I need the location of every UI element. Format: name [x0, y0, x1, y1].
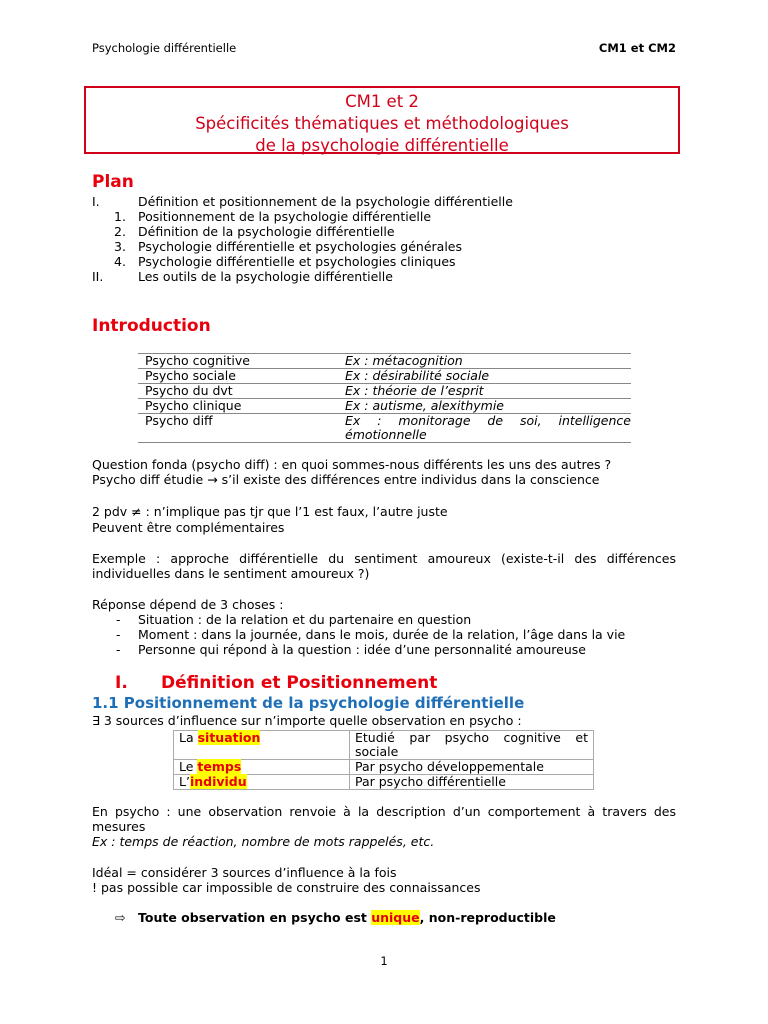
plan-item-number: 1. [114, 209, 126, 224]
plan-item [114, 239, 462, 254]
source-prefix: L’ [179, 774, 190, 789]
title-line-3: de la psychologie différentielle [255, 136, 509, 155]
table-cell-source [174, 731, 350, 760]
table-cell-example: Ex : autisme, alexithymie [345, 398, 504, 413]
table-cell-domain: Psycho cognitive [145, 353, 250, 368]
source-highlight: situation [197, 730, 261, 745]
plan-heading: Plan [92, 172, 134, 192]
section-1-number: I. [115, 673, 128, 693]
introduction-heading: Introduction [92, 316, 211, 336]
table-row [174, 775, 594, 790]
table-cell-domain: Psycho clinique [145, 398, 242, 413]
ideal-text: Idéal = considérer 3 sources d’influence à la fois [92, 865, 397, 880]
source-highlight: temps [197, 759, 242, 774]
source-prefix: Le [179, 759, 198, 774]
header-lecture-label: CM1 et CM2 [598, 41, 676, 55]
table-cell-example: Ex : théorie de l’esprit [345, 383, 484, 398]
table-cell-domain: Psycho diff [145, 413, 213, 428]
not-possible-text: ! pas possible car impossible de construire des connaissances [92, 880, 481, 895]
psycho-examples-table [138, 353, 631, 443]
table-cell-study: Par psycho différentielle [350, 775, 594, 790]
influence-sources-table [173, 730, 594, 790]
table-cell-study: Par psycho développementale [350, 760, 594, 775]
response-intro: Réponse dépend de 3 choses : [92, 597, 284, 612]
section-1-heading [115, 673, 437, 693]
fundamental-question: Question fonda (psycho diff) : en quoi sommes-nous différents les uns des autres ? [92, 457, 612, 472]
plan-item-number: 2. [114, 224, 126, 239]
section-1-title: Définition et Positionnement [161, 673, 438, 693]
plan-item-text: Définition de la psychologie différentielle [138, 224, 395, 239]
table-cell-domain: Psycho du dvt [145, 383, 233, 398]
plan-item-number: 3. [114, 239, 126, 254]
observation-line-1: En psycho : une observation renvoie à la description d’un comportement à travers des [92, 804, 676, 819]
plan-item-number: II. [92, 269, 104, 284]
source-highlight: individu [189, 774, 247, 789]
table-row [138, 369, 631, 384]
table-cell-source [174, 760, 350, 775]
conclusion-line [115, 910, 556, 925]
table-cell-study [350, 731, 594, 760]
observation-line-2: mesures [92, 819, 146, 834]
title-line-1: CM1 et 2 [345, 92, 419, 111]
arrow-icon: ⇨ [115, 910, 126, 925]
observation-example: Ex : temps de réaction, nombre de mots rappelés, etc. [92, 834, 435, 849]
source-prefix: La [179, 730, 198, 745]
bullet-dash: - [116, 642, 121, 657]
subsection-1-1-heading: 1.1 Positionnement de la psychologie différentielle [92, 694, 525, 712]
bullet-dash: - [116, 612, 121, 627]
example-line-1: Exemple : approche différentielle du sentiment amoureux (existe-t-il des différences [92, 551, 676, 566]
plan-item-text: Psychologie différentielle et psychologies générales [138, 239, 462, 254]
plan-item [114, 209, 431, 224]
table-row [138, 384, 631, 399]
plan-item [114, 254, 456, 269]
list-item [116, 642, 586, 657]
list-item-text: Moment : dans la journée, dans le mois, durée de la relation, l’âge dans la vie [138, 627, 626, 642]
table-row [138, 354, 631, 369]
plan-item [114, 224, 395, 239]
plan-list [92, 194, 692, 294]
influence-sources-intro: ∃ 3 sources d’influence sur n’importe quelle observation en psycho : [92, 713, 522, 728]
points-of-view-text: 2 pdv ≠ : n’implique pas tjr que l’1 est faux, l’autre juste [92, 504, 448, 519]
list-item [116, 627, 625, 642]
study-line-2: sociale [355, 744, 399, 759]
table-row [174, 731, 594, 760]
table-cell-domain: Psycho sociale [145, 368, 236, 383]
list-item [116, 612, 471, 627]
plan-item-text: Psychologie différentielle et psychologies cliniques [138, 254, 456, 269]
header-course-title: Psychologie différentielle [92, 41, 237, 55]
table-row [138, 414, 631, 443]
plan-item [92, 269, 393, 284]
conclusion-text-end: , non-reproductible [419, 910, 556, 925]
page-number: 1 [380, 954, 388, 968]
table-cell-source [174, 775, 350, 790]
study-line-1: Etudié par psycho cognitive et [355, 730, 588, 745]
title-box [84, 86, 680, 154]
bullet-dash: - [116, 627, 121, 642]
plan-item [92, 194, 513, 209]
plan-item-number: I. [92, 194, 100, 209]
list-item-text: Situation : de la relation et du partenaire en question [138, 612, 472, 627]
plan-item-text: Définition et positionnement de la psychologie différentielle [138, 194, 513, 209]
psycho-diff-study: Psycho diff étudie → s’il existe des différences entre individus dans la conscience [92, 472, 600, 487]
plan-item-number: 4. [114, 254, 126, 269]
complementary-text: Peuvent être complémentaires [92, 520, 285, 535]
table-cell-example: Ex : monitorage de soi, intelligence émotionnelle [345, 413, 631, 442]
conclusion-highlight: unique [371, 910, 420, 925]
table-cell-example: Ex : désirabilité sociale [345, 368, 490, 383]
plan-item-text: Positionnement de la psychologie différentielle [138, 209, 432, 224]
example-line-2: individuelles dans le sentiment amoureux ?) [92, 566, 370, 581]
table-cell-example: Ex : métacognition [345, 353, 463, 368]
plan-item-text: Les outils de la psychologie différentielle [138, 269, 393, 284]
conclusion-text: Toute observation en psycho est [138, 910, 372, 925]
list-item-text: Personne qui répond à la question : idée d’une personnalité amoureuse [138, 642, 586, 657]
table-row [138, 399, 631, 414]
table-row [174, 760, 594, 775]
title-line-2: Spécificités thématiques et méthodologiques [195, 114, 569, 133]
